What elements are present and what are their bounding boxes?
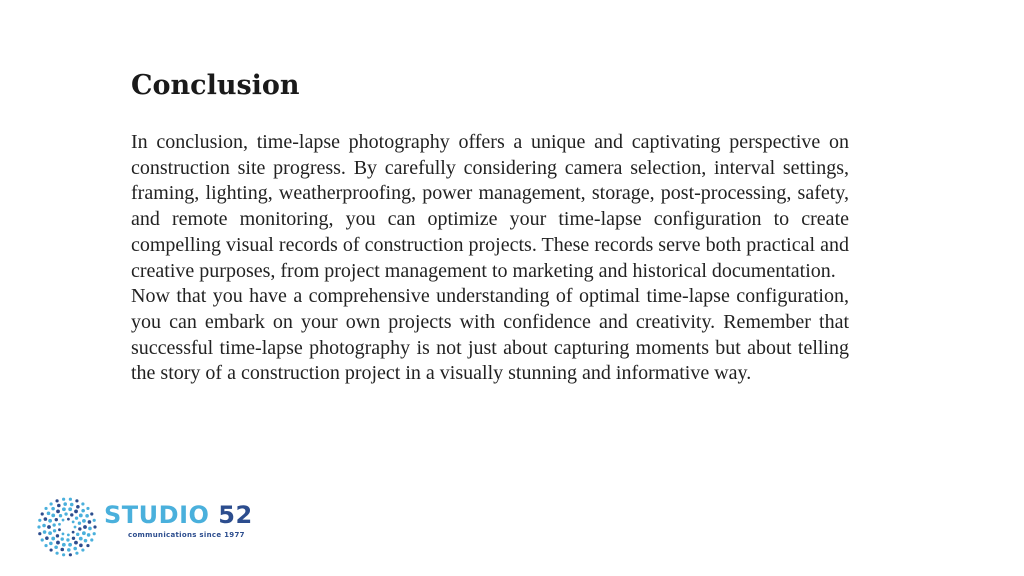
logo-dot — [59, 514, 62, 517]
logo-dot — [42, 524, 46, 528]
logo-dot — [75, 516, 78, 519]
logo-dot — [83, 525, 87, 529]
logo-dot — [41, 512, 44, 515]
logo-dot — [66, 538, 69, 541]
logo-dot — [90, 512, 93, 515]
logo-dot — [56, 541, 60, 545]
logo-dot — [48, 531, 52, 535]
logo-dot — [58, 528, 61, 531]
logo-dot — [72, 520, 75, 523]
logo-dot — [53, 529, 56, 532]
logo-dot — [49, 542, 53, 546]
logo-dot — [62, 498, 65, 501]
logo-dot — [76, 533, 79, 536]
logo-dot — [55, 518, 58, 521]
logo-dot — [62, 519, 65, 522]
logo-dot — [67, 548, 71, 552]
logo-dot — [47, 512, 51, 516]
logo-dot — [37, 525, 40, 528]
logo-dot — [62, 543, 66, 547]
logo-dot — [63, 502, 67, 506]
body-paragraph-1: In conclusion, time-lapse photography offers a unique and captivating perspective on construction site progress. By carefully considering camera selection, interval settings, framing, lighting, weatherproofing, power management, storage, post-processing, safety, and remote monitoring, you can optimize your time-lapse configuration to create compelling visual records of construction projects. These records serve both practical and creative purposes, from project management to marketing and historical documentation. — [131, 131, 849, 282]
logo-dot — [51, 537, 55, 541]
body-paragraph-2: Now that you have a comprehensive understanding of optimal time-lapse configuration, you can embark on your own projects with confidence and creativity. Remember that successful time-lapse photography is not just about capturing moments but about telling the story of a construction project in a visually stunning and informative way. — [131, 285, 849, 385]
logo-dot — [73, 547, 77, 551]
logo-dot — [82, 531, 86, 535]
logo-dot — [61, 537, 64, 540]
logo-dot — [76, 505, 80, 509]
logo-dot — [56, 509, 60, 513]
dotted-circle-icon — [36, 496, 98, 558]
logo-dot — [45, 536, 49, 540]
logo-wordmark — [104, 502, 253, 528]
logo-dot — [55, 552, 58, 555]
logo-dot — [62, 553, 65, 556]
logo-dot — [79, 544, 83, 548]
studio52-logo — [36, 496, 266, 558]
logo-dot — [88, 527, 92, 531]
logo-dot — [81, 509, 85, 513]
logo-word-52: 52 — [218, 501, 253, 529]
logo-dot — [72, 531, 75, 534]
logo-dot — [78, 527, 81, 530]
logo-dot — [48, 519, 52, 523]
logo-dot — [67, 533, 70, 536]
logo-dot — [70, 503, 74, 507]
logo-tagline: communications since 1977 — [128, 531, 245, 539]
logo-dot — [74, 510, 78, 514]
logo-dot — [47, 525, 51, 529]
logo-dot — [85, 514, 89, 518]
logo-dot — [75, 552, 78, 555]
logo-dot — [58, 523, 61, 526]
logo-dot — [60, 548, 64, 552]
logo-dot — [72, 537, 75, 540]
logo-dot — [81, 502, 84, 505]
logo-dot — [57, 504, 61, 508]
logo-dot — [93, 525, 96, 528]
logo-dot — [67, 518, 70, 521]
logo-dot — [64, 512, 67, 515]
logo-dot — [84, 539, 88, 543]
logo-dot — [68, 543, 72, 547]
logo-dot — [86, 507, 89, 510]
logo-dot — [68, 507, 72, 511]
logo-dot — [79, 514, 83, 518]
logo-dot — [38, 519, 41, 522]
logo-dot — [43, 530, 47, 534]
logo-dot — [69, 553, 72, 556]
logo-dot — [74, 526, 77, 529]
logo-dot — [51, 507, 55, 511]
logo-dot — [69, 498, 72, 501]
logo-dot — [93, 519, 96, 522]
logo-dot — [44, 544, 47, 547]
logo-dot — [56, 534, 59, 537]
logo-dot — [54, 545, 58, 549]
logo-dot — [79, 537, 83, 541]
logo-dot — [93, 532, 96, 535]
slide-body — [131, 130, 849, 387]
logo-dot — [90, 538, 93, 541]
logo-dot — [78, 522, 81, 525]
logo-dot — [41, 538, 44, 541]
logo-dot — [82, 519, 86, 523]
logo-dot — [74, 541, 78, 545]
logo-dot — [62, 507, 66, 511]
logo-dot — [49, 502, 52, 505]
logo-dot — [55, 499, 58, 502]
logo-dot — [75, 499, 78, 502]
logo-dot — [52, 523, 55, 526]
logo-dot — [44, 507, 47, 510]
logo-dot — [88, 520, 92, 524]
logo-dot — [87, 533, 91, 537]
logo-dot — [70, 513, 73, 516]
logo-word-studio: STUDIO — [104, 501, 210, 529]
logo-dot — [49, 548, 52, 551]
logo-dot — [51, 514, 55, 518]
logo-dot — [86, 544, 89, 547]
logo-dot — [81, 548, 84, 551]
slide-title: Conclusion — [131, 70, 300, 101]
logo-dot — [62, 533, 65, 536]
logo-dot — [38, 532, 41, 535]
logo-dot — [44, 517, 48, 521]
